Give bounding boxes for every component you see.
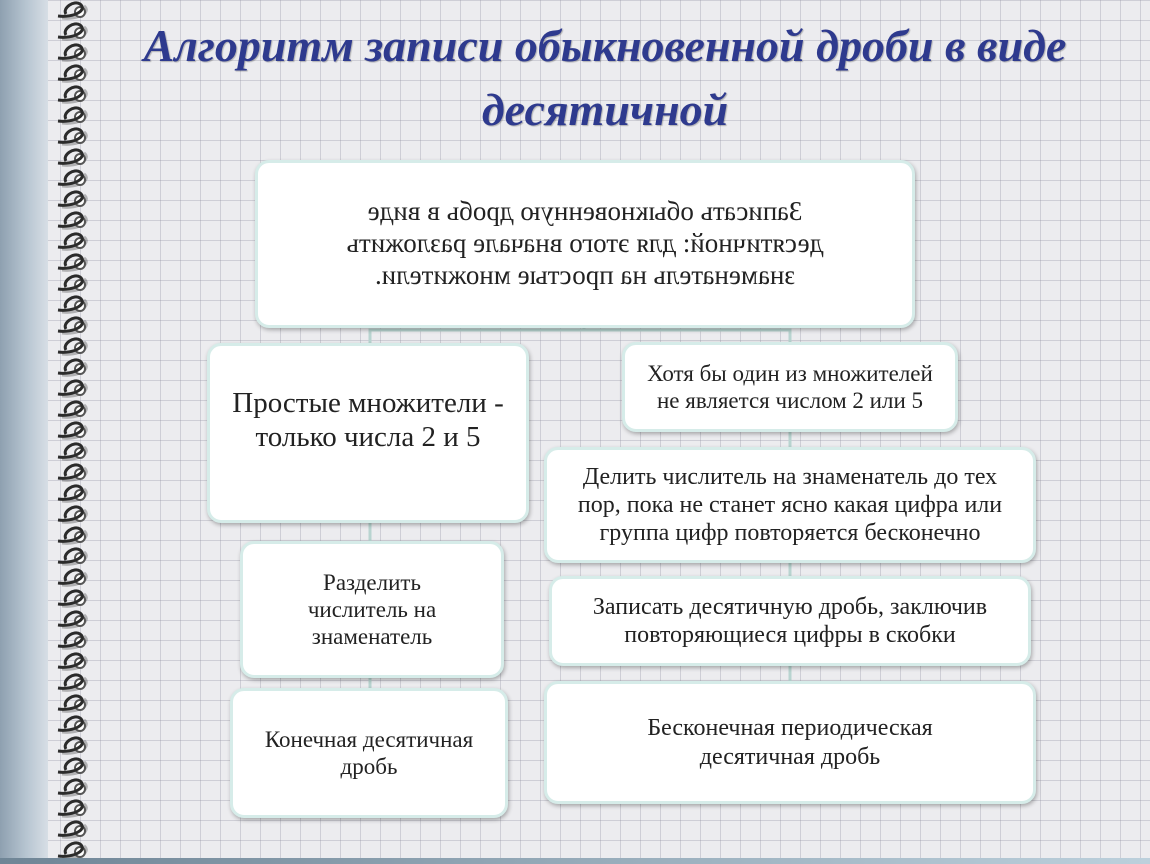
right-condition-text: Хотя бы один из множителей не является числом 2 или 5 [647, 360, 933, 413]
right-step1-node [544, 447, 1036, 563]
root-node [255, 160, 915, 328]
left-condition-text: Простые множители - только числа 2 и 5 [232, 387, 504, 454]
right-step1-text: Делить числитель на знаменатель до тех пор, пока не станет ясно какая цифра или группа цифр повторяется бесконечно [577, 463, 1003, 547]
right-step2-node [549, 576, 1031, 666]
right-result-text: Бесконечная периодическая десятичная дробь [647, 715, 933, 770]
left-result-node [230, 688, 508, 818]
left-step-node [240, 541, 504, 678]
root-node-text: Записать обыкновенную дробь в виде десятичной: для этого вначале разложить знаменатель на простые множители. [346, 196, 824, 290]
right-step2-text: Записать десятичную дробь, заключив повторяющиеся цифры в скобки [592, 593, 988, 648]
right-condition-node [622, 342, 958, 432]
left-step-text: Разделить числитель на знаменатель [307, 569, 437, 650]
left-condition-node [207, 343, 529, 523]
page-title: Алгоритм записи обыкновенной дроби в виде десятичной [143, 20, 1067, 135]
left-result-text: Конечная десятичная дробь [264, 726, 474, 779]
right-result-node [544, 681, 1036, 804]
